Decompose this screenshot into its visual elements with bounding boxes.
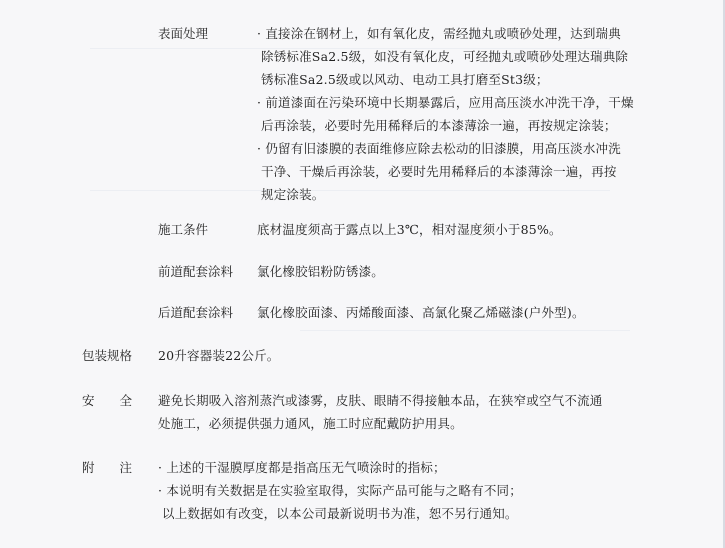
surface-line: 锈标准Sa2.5级或以风动、电动工具打磨至St3级；	[261, 72, 549, 87]
surface-line: 干净、干燥后再涂装，必要时先用稀释后的本漆薄涂一遍，再按	[261, 164, 617, 179]
conditions-label: 施工条件	[158, 222, 209, 237]
topcoat-text: 氯化橡胶面漆、丙烯酸面漆、高氯化聚乙烯磁漆(户外型)。	[257, 305, 585, 320]
surface-treatment-label: 表面处理	[158, 26, 209, 41]
topcoat-label: 后道配套涂料	[158, 305, 234, 320]
notes-line: 以上数据如有改变，以本公司最新说明书为准，恕不另行通知。	[162, 506, 518, 521]
conditions-text: 底材温度须高于露点以上3℃，相对湿度须小于85%。	[257, 222, 562, 237]
primer-label: 前道配套涂料	[158, 264, 234, 279]
primer-text: 氯化橡胶铝粉防锈漆。	[257, 264, 385, 279]
packaging-text: 20升容器装22公斤。	[158, 348, 280, 363]
notes-line: · 上述的干湿膜厚度都是指高压无气喷涂时的指标；	[158, 460, 446, 475]
safety-line: 避免长期吸入溶剂蒸汽或漆雾，皮肤、眼睛不得接触本品，在狭窄或空气不流通	[158, 393, 603, 408]
safety-label: 安 全	[82, 393, 133, 408]
bleed-through-line	[300, 330, 630, 331]
surface-line: 规定涂装。	[261, 187, 325, 202]
surface-line: · 前道漆面在污染环境中长期暴露后，应用高压淡水冲洗干净，干燥	[257, 95, 634, 110]
notes-line: · 本说明有关数据是在实验室取得，实际产品可能与之略有不同；	[158, 483, 522, 498]
safety-line: 处施工，必须提供强力通风，施工时应配戴防护用具。	[158, 416, 463, 431]
notes-label: 附 注	[82, 460, 133, 475]
bleed-through-line	[90, 190, 610, 191]
surface-line: · 直接涂在钢材上，如有氧化皮，需经抛丸或喷砂处理，达到瑞典	[257, 26, 621, 41]
surface-line: 后再涂装，必要时先用稀释后的本漆薄涂一遍，再按规定涂装；	[261, 118, 617, 133]
packaging-label: 包装规格	[82, 348, 133, 363]
surface-line: 除锈标准Sa2.5级，如没有氧化皮，可经抛丸或喷砂处理达瑞典除	[261, 49, 629, 64]
surface-line: · 仍留有旧漆膜的表面维修应除去松动的旧漆膜，用高压淡水冲洗	[257, 141, 621, 156]
